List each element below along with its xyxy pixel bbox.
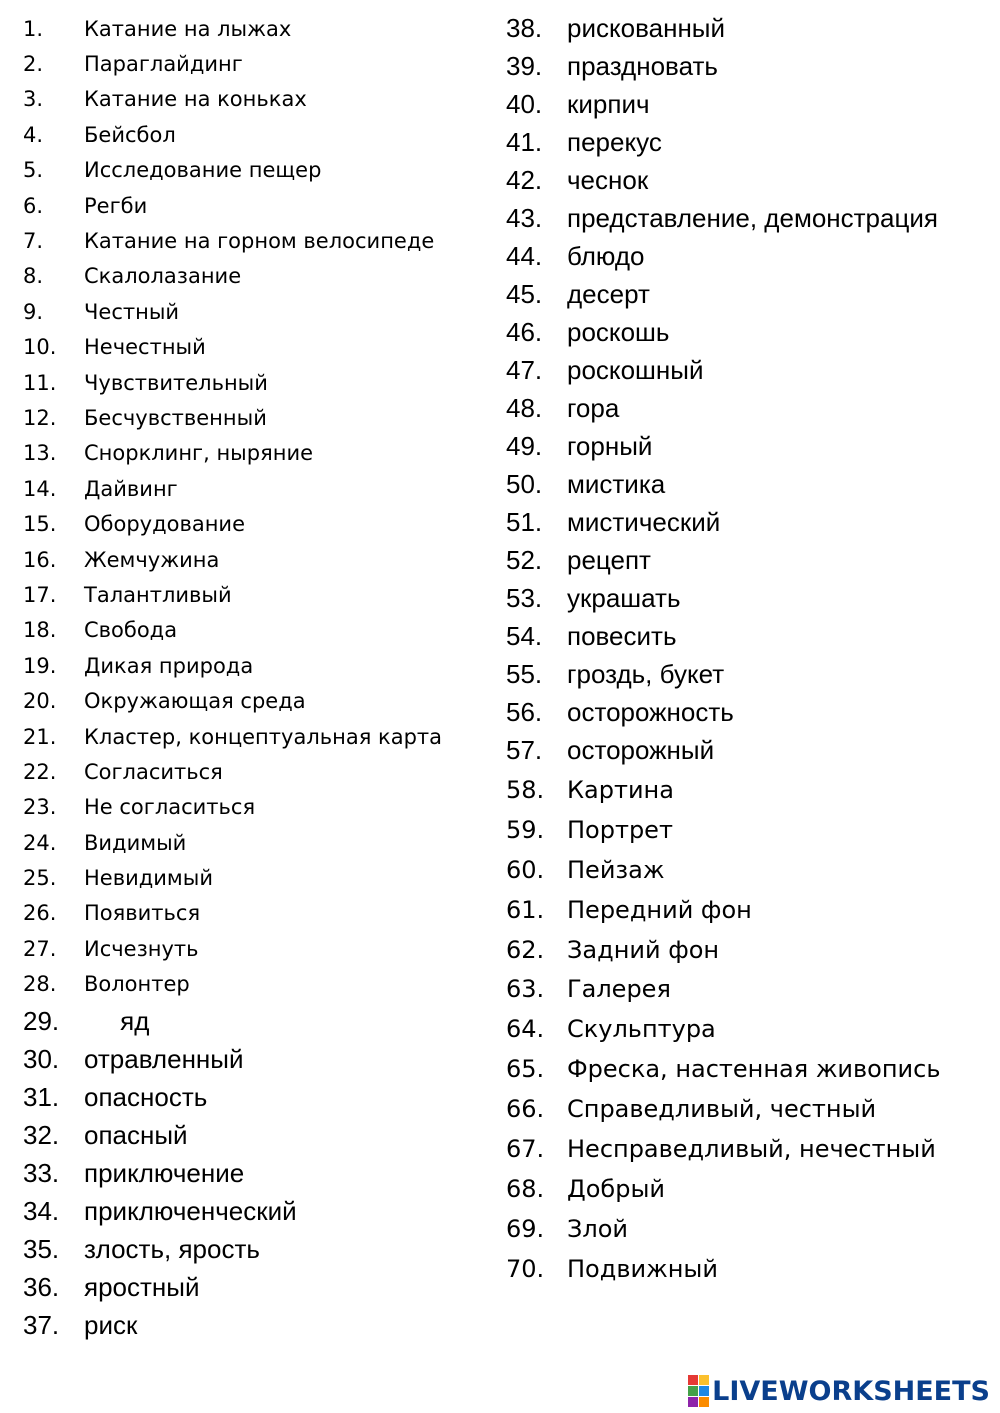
- item-number: 33.: [23, 1158, 60, 1189]
- list-item: [506, 1009, 986, 1049]
- item-number: 22.: [23, 759, 57, 784]
- list-item: [506, 47, 986, 85]
- item-text: Жемчужина: [84, 547, 220, 572]
- item-text: Не согласиться: [84, 795, 256, 820]
- item-number: 4.: [23, 122, 44, 147]
- item-number: 7.: [23, 229, 44, 254]
- list-item: [506, 85, 986, 123]
- list-item: [506, 237, 986, 275]
- item-number: 34.: [23, 1196, 60, 1227]
- item-text: риск: [84, 1310, 138, 1341]
- list-item: [506, 1089, 986, 1129]
- list-item: [23, 11, 493, 46]
- item-text: рискованный: [567, 12, 726, 43]
- item-number: 56.: [506, 696, 543, 727]
- item-number: 13.: [23, 441, 57, 466]
- item-text: Параглайдинг: [84, 52, 243, 77]
- list-item: [23, 896, 493, 931]
- list-item: [23, 1079, 493, 1117]
- item-text: мистика: [567, 468, 666, 499]
- item-text: праздновать: [567, 50, 718, 81]
- item-text: десерт: [567, 278, 650, 309]
- item-number: 27.: [23, 936, 57, 961]
- list-item: [23, 153, 493, 188]
- item-number: 64.: [506, 1015, 545, 1044]
- list-item: [23, 1193, 493, 1231]
- list-item: [506, 890, 986, 930]
- list-item: [506, 770, 986, 810]
- list-item: [23, 294, 493, 329]
- list-item: [506, 731, 986, 769]
- vocab-list-large: [23, 1003, 493, 1345]
- item-number: 61.: [506, 895, 545, 924]
- vocab-list-right-b: [506, 237, 986, 769]
- item-text: Задний фон: [567, 935, 720, 964]
- item-number: 35.: [23, 1234, 60, 1265]
- item-number: 5.: [23, 158, 44, 183]
- item-text: Справедливый, честный: [567, 1095, 877, 1124]
- list-item: [23, 1269, 493, 1307]
- item-text: опасный: [84, 1120, 188, 1151]
- vocab-list-small: [23, 0, 493, 1002]
- list-item: [23, 117, 493, 152]
- item-text: осторожный: [567, 734, 715, 765]
- item-number: 6.: [23, 193, 44, 218]
- item-text: Портрет: [567, 815, 673, 844]
- item-number: 59.: [506, 815, 545, 844]
- list-item: [23, 259, 493, 294]
- item-text: Злой: [567, 1214, 629, 1243]
- item-text: Галерея: [567, 975, 671, 1004]
- item-number: 49.: [506, 430, 543, 461]
- item-text: Передний фон: [567, 895, 752, 924]
- item-number: 51.: [506, 506, 543, 537]
- list-item: [23, 436, 493, 471]
- item-text: Дайвинг: [84, 476, 178, 501]
- item-number: 32.: [23, 1120, 60, 1151]
- item-text: Волонтер: [84, 972, 190, 997]
- item-text: Несправедливый, нечестный: [567, 1134, 936, 1163]
- item-text: Видимый: [84, 830, 187, 855]
- item-number: 2.: [23, 52, 44, 77]
- item-number: 58.: [506, 775, 545, 804]
- logo-mark-cell: [699, 1375, 709, 1385]
- item-text: роскошь: [567, 316, 670, 347]
- item-text: Картина: [567, 775, 674, 804]
- item-text: украшать: [567, 582, 681, 613]
- item-text: Чувствительный: [84, 370, 268, 395]
- item-text: Катание на коньках: [84, 87, 307, 112]
- logo-text: LIVEWORKSHEETS: [712, 1375, 990, 1407]
- item-text: яд: [84, 1006, 150, 1037]
- left-column: [23, 0, 493, 1345]
- item-number: 55.: [506, 658, 543, 689]
- list-item: [23, 542, 493, 577]
- item-text: Кластер, концептуальная карта: [84, 724, 443, 749]
- item-number: 11.: [23, 370, 57, 395]
- list-item: [23, 931, 493, 966]
- item-text: мистический: [567, 506, 721, 537]
- item-text: горный: [567, 430, 653, 461]
- item-text: опасность: [84, 1082, 208, 1113]
- item-number: 52.: [506, 544, 543, 575]
- list-item: [506, 541, 986, 579]
- item-number: 66.: [506, 1095, 545, 1124]
- list-item: [506, 850, 986, 890]
- logo-mark-icon: [688, 1375, 709, 1407]
- item-number: 23.: [23, 795, 57, 820]
- item-number: 53.: [506, 582, 543, 613]
- list-item: [23, 365, 493, 400]
- item-number: 8.: [23, 264, 44, 289]
- list-item: [23, 1003, 493, 1041]
- logo-mark-cell: [688, 1397, 698, 1407]
- item-number: 50.: [506, 468, 543, 499]
- item-number: 40.: [506, 88, 543, 119]
- item-number: 37.: [23, 1310, 60, 1341]
- item-text: Оборудование: [84, 512, 245, 537]
- list-item: [23, 1307, 493, 1345]
- item-number: 62.: [506, 935, 545, 964]
- list-item: [506, 389, 986, 427]
- list-item: [23, 860, 493, 895]
- item-number: 3.: [23, 87, 44, 112]
- item-number: 46.: [506, 316, 543, 347]
- item-text: перекус: [567, 126, 662, 157]
- item-number: 20.: [23, 689, 57, 714]
- list-item: [23, 223, 493, 258]
- list-item: [23, 719, 493, 754]
- item-text: Исследование пещер: [84, 158, 322, 183]
- item-text: повесить: [567, 620, 677, 651]
- list-item: [506, 351, 986, 389]
- list-item: [506, 313, 986, 351]
- list-item-wrapped: [506, 199, 986, 237]
- logo-mark-cell: [688, 1375, 698, 1385]
- item-number: 44.: [506, 240, 543, 271]
- item-number: 48.: [506, 392, 543, 423]
- list-item: [23, 648, 493, 683]
- item-text: Невидимый: [84, 866, 213, 891]
- logo-mark-cell: [699, 1386, 709, 1396]
- item-number: 38.: [506, 12, 543, 43]
- item-number: 43.: [506, 203, 543, 233]
- list-item: [23, 754, 493, 789]
- item-number: 29.: [23, 1006, 60, 1037]
- item-text: Регби: [84, 193, 148, 218]
- list-item: [506, 9, 986, 47]
- list-item: [506, 810, 986, 850]
- liveworksheets-logo: [688, 1375, 990, 1407]
- list-item: [506, 427, 986, 465]
- list-item: [23, 330, 493, 365]
- list-item: [506, 579, 986, 617]
- item-text: Подвижный: [567, 1254, 718, 1283]
- list-item: [506, 617, 986, 655]
- list-item: [506, 655, 986, 693]
- item-text: Бейсбол: [84, 122, 176, 147]
- list-item: [23, 471, 493, 506]
- list-item: [23, 46, 493, 81]
- item-number: 1.: [23, 16, 44, 41]
- item-number: 26.: [23, 901, 57, 926]
- item-text: Фреска, настенная живопись: [567, 1055, 941, 1084]
- item-text: Дикая природа: [84, 653, 254, 678]
- list-item: [506, 275, 986, 313]
- item-text: Появиться: [84, 901, 201, 926]
- item-number: 54.: [506, 620, 543, 651]
- list-item: [23, 825, 493, 860]
- list-item: [23, 1117, 493, 1155]
- item-number: 9.: [23, 299, 44, 324]
- list-item: [506, 1209, 986, 1249]
- item-number: 68.: [506, 1174, 545, 1203]
- list-item: [506, 969, 986, 1009]
- item-text: гроздь, букет: [567, 658, 725, 689]
- item-number: 30.: [23, 1044, 60, 1075]
- item-text: отравленный: [84, 1044, 244, 1075]
- item-text: рецепт: [567, 544, 651, 575]
- list-item: [506, 1049, 986, 1089]
- item-number: 25.: [23, 866, 57, 891]
- item-text: Катание на горном велосипеде: [84, 229, 435, 254]
- item-number: 21.: [23, 724, 57, 749]
- item-number: 19.: [23, 653, 57, 678]
- list-item: [506, 123, 986, 161]
- item-text: Бесчувственный: [84, 405, 267, 430]
- item-text: Скульптура: [567, 1015, 716, 1044]
- item-text: злость, ярость: [84, 1234, 260, 1265]
- item-number: 42.: [506, 164, 543, 195]
- list-item: [23, 967, 493, 1002]
- list-item: [23, 683, 493, 718]
- item-number: 17.: [23, 582, 57, 607]
- list-item: [506, 1129, 986, 1169]
- list-item: [506, 1249, 986, 1289]
- item-number: 70.: [506, 1254, 545, 1283]
- list-item: [506, 161, 986, 199]
- item-number: 65.: [506, 1055, 545, 1084]
- item-text: представление, демонстрация: [567, 203, 938, 233]
- list-item: [506, 693, 986, 731]
- item-number: 12.: [23, 405, 57, 430]
- logo-mark-cell: [699, 1397, 709, 1407]
- item-text: яростный: [84, 1272, 200, 1303]
- item-text: чеснок: [567, 164, 649, 195]
- item-text: блюдо: [567, 240, 645, 271]
- list-item: [23, 188, 493, 223]
- item-number: 57.: [506, 734, 543, 765]
- item-number: 10.: [23, 335, 57, 360]
- item-number: 14.: [23, 476, 57, 501]
- item-text: Снорклинг, ныряние: [84, 441, 314, 466]
- item-number: 63.: [506, 975, 545, 1004]
- item-number: 67.: [506, 1134, 545, 1163]
- item-text: Катание на лыжах: [84, 16, 292, 41]
- item-number: 36.: [23, 1272, 60, 1303]
- item-number: 28.: [23, 972, 57, 997]
- item-text: Скалолазание: [84, 264, 242, 289]
- item-text: осторожность: [567, 696, 734, 727]
- list-item: [23, 1155, 493, 1193]
- item-text: Добрый: [567, 1174, 666, 1203]
- item-text: приключение: [84, 1158, 245, 1189]
- item-number: 39.: [506, 50, 543, 81]
- right-column: [506, 0, 986, 1289]
- list-item: [23, 577, 493, 612]
- list-item: [23, 506, 493, 541]
- item-text: Талантливый: [84, 582, 232, 607]
- list-item: [506, 503, 986, 541]
- item-text: Окружающая среда: [84, 689, 306, 714]
- list-item: [506, 1169, 986, 1209]
- item-number: 69.: [506, 1214, 545, 1243]
- item-number: 45.: [506, 278, 543, 309]
- item-number: 18.: [23, 618, 57, 643]
- item-number: 15.: [23, 512, 57, 537]
- list-item: [23, 82, 493, 117]
- item-text: приключенческий: [84, 1196, 297, 1227]
- item-text: Пейзаж: [567, 855, 665, 884]
- item-number: 16.: [23, 547, 57, 572]
- item-text: роскошный: [567, 354, 704, 385]
- vocab-list-right-a: [506, 0, 986, 199]
- item-text: Нечестный: [84, 335, 206, 360]
- vocab-list-right-mid: [506, 770, 986, 1289]
- list-item: [506, 930, 986, 970]
- list-item: [23, 400, 493, 435]
- item-text: кирпич: [567, 88, 650, 119]
- item-number: 24.: [23, 830, 57, 855]
- list-item: [506, 465, 986, 503]
- list-item: [23, 790, 493, 825]
- list-item: [23, 1041, 493, 1079]
- item-text: Честный: [84, 299, 180, 324]
- item-number: 31.: [23, 1082, 60, 1113]
- item-number: 60.: [506, 855, 545, 884]
- item-text: Согласиться: [84, 759, 223, 784]
- item-text: гора: [567, 392, 620, 423]
- list-item: [23, 1231, 493, 1269]
- item-text: Исчезнуть: [84, 936, 199, 961]
- logo-mark-cell: [688, 1386, 698, 1396]
- item-number: 47.: [506, 354, 543, 385]
- item-text: Свобода: [84, 618, 178, 643]
- item-number: 41.: [506, 126, 543, 157]
- list-item: [23, 613, 493, 648]
